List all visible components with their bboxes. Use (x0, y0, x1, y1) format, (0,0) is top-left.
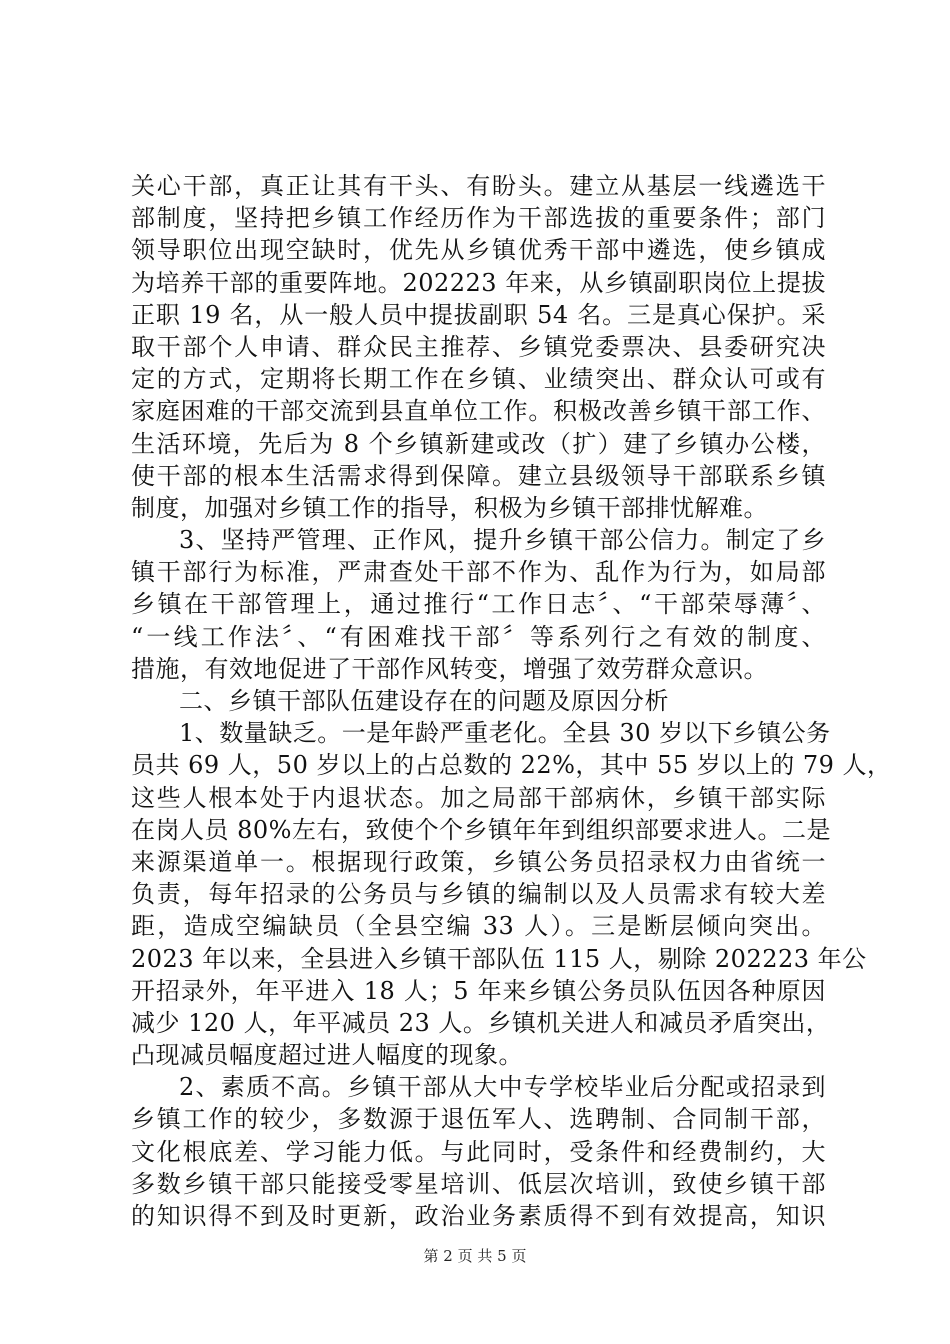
text-line: 距，造成空编缺员（全县空编 33 人）。三是断层倾向突出。 (131, 912, 826, 941)
text-line: 为培养干部的重要阵地。202223 年来，从乡镇副职岗位上提拔 (131, 268, 826, 297)
text-line: 员共 69 人，50 岁以上的占总数的 22%，其中 55 岁以上的 79 人， (131, 751, 892, 780)
text-line: 这些人根本处于内退状态。加之局部干部病休，乡镇干部实际 (131, 783, 826, 812)
text-line: 定的方式，定期将长期工作在乡镇、业绩突出、群众认可或有 (131, 365, 826, 394)
text-line: 正职 19 名，从一般人员中提拔副职 54 名。三是真心保护。采 (131, 300, 826, 329)
text-line: 家庭困难的干部交流到县直单位工作。积极改善乡镇干部工作、 (131, 397, 826, 426)
body-text (131, 170, 892, 1232)
text-line: 使干部的根本生活需求得到保障。建立县级领导干部联系乡镇 (131, 461, 826, 490)
text-line: 1、数量缺乏。一是年龄严重老化。全县 30 岁以下乡镇公务 (179, 719, 831, 748)
text-line: 制度，加强对乡镇工作的指导，积极为乡镇干部排忧解难。 (131, 493, 768, 522)
text-line: 2、素质不高。乡镇干部从大中专学校毕业后分配或招录到 (179, 1073, 826, 1102)
text-line: 措施，有效地促进了干部作风转变，增强了效劳群众意识。 (131, 654, 768, 683)
text-line: 多数乡镇干部只能接受零星培训、低层次培训，致使乡镇干部 (131, 1169, 826, 1198)
text-line: 关心干部，真正让其有干头、有盼头。建立从基层一线遴选干 (131, 172, 826, 200)
text-line: 开招录外，年平进入 18 人；5 年来乡镇公务员队伍因各种原因 (131, 976, 826, 1005)
text-line: 2023 年以来，全县进入乡镇干部队伍 115 人，剔除 202223 年公 (131, 944, 867, 973)
text-line: 文化根底差、学习能力低。与此同时，受条件和经费制约，大 (131, 1137, 826, 1166)
text-line: 领导职位出现空缺时，优先从乡镇优秀干部中遴选，使乡镇成 (131, 236, 826, 265)
text-line: 取干部个人申请、群众民主推荐、乡镇党委票决、县委研究决 (131, 332, 826, 361)
text-line: 减少 120 人，年平减员 23 人。乡镇机关进人和减员矛盾突出， (131, 1008, 831, 1037)
text-line: 的知识得不到及时更新，政治业务素质得不到有效提高，知识 (131, 1202, 826, 1230)
text-line: “一线工作法〞、“有困难找干部〞等系列行之有效的制度、 (131, 622, 826, 651)
text-line: 在岗人员 80%左右，致使个个乡镇年年到组织部要求进人。二是 (131, 815, 831, 844)
text-line: 二、乡镇干部队伍建设存在的问题及原因分析 (179, 687, 669, 715)
text-line: 乡镇在干部管理上，通过推行“工作日志〞、“干部荣辱薄〞、 (131, 590, 826, 619)
text-line: 凸现减员幅度超过进人幅度的现象。 (131, 1041, 523, 1070)
text-line: 部制度，坚持把乡镇工作经历作为干部选拔的重要条件；部门 (131, 204, 826, 233)
text-line: 镇干部行为标准，严肃查处干部不作为、乱作为行为，如局部 (131, 558, 826, 587)
text-line: 生活环境，先后为 8 个乡镇新建或改（扩）建了乡镇办公楼， (131, 429, 826, 458)
text-line: 来源渠道单一。根据现行政策，乡镇公务员招录权力由省统一 (131, 847, 826, 876)
text-line: 3、坚持严管理、正作风，提升乡镇干部公信力。制定了乡 (179, 526, 826, 555)
text-line: 乡镇工作的较少，多数源于退伍军人、选聘制、合同制干部， (131, 1105, 826, 1134)
page-footer: 第 2 页 共 5 页 (423, 1247, 527, 1265)
text-line: 负责，每年招录的公务员与乡镇的编制以及人员需求有较大差 (131, 880, 826, 909)
